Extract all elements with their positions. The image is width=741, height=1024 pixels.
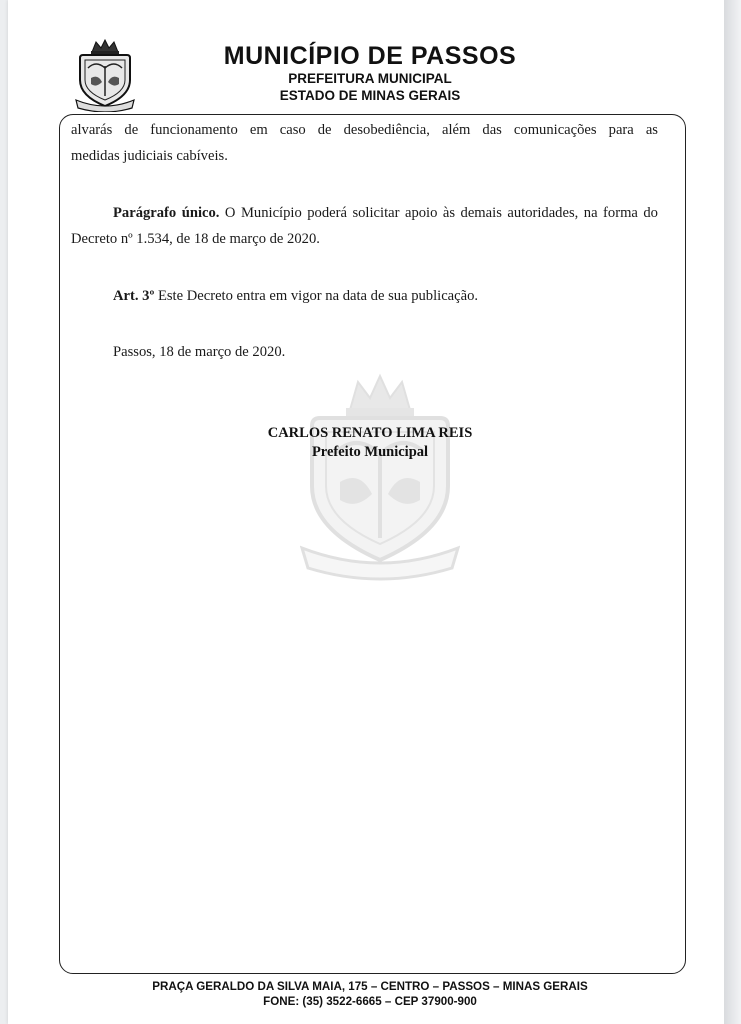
continuation-line: alvarás de funcionamento em caso de desobediência, além das comunicações para as (71, 122, 658, 138)
watermark-crest-icon (300, 370, 460, 588)
page-edge (724, 0, 741, 1024)
article-3-text: Este Decreto entra em vigor na data de sua publicação. (154, 288, 479, 304)
footer-contact: FONE: (35) 3522-6665 – CEP 37900-900 (263, 995, 477, 1008)
paragrafo-unico-label: Parágrafo único. (113, 205, 220, 221)
coat-of-arms-icon (74, 38, 136, 112)
continuation-line: medidas judiciais cabíveis. (71, 148, 228, 164)
document-footer (80, 979, 660, 1009)
continuation-paragraph (71, 117, 658, 169)
prefecture-subtitle: PREFEITURA MUNICIPAL (288, 71, 452, 86)
date-line: Passos, 18 de março de 2020. (113, 344, 286, 360)
signatory-name: CARLOS RENATO LIMA REIS (267, 425, 473, 441)
article-3 (71, 283, 658, 309)
municipality-title: MUNICÍPIO DE PASSOS (223, 42, 517, 70)
signature-block (160, 424, 580, 462)
footer-address: PRAÇA GERALDO DA SILVA MAIA, 175 – CENTRO – PASSOS – MINAS GERAIS (152, 980, 588, 993)
paragrafo-unico (71, 200, 658, 252)
document-header (190, 42, 550, 104)
article-3-label: Art. 3º (113, 288, 155, 304)
signatory-role: Prefeito Municipal (311, 444, 429, 460)
state-subtitle: ESTADO DE MINAS GERAIS (279, 88, 461, 103)
paragrafo-unico-text: O Município poderá solicitar apoio às demais autoridades, na forma do Decreto nº 1.534, de 18 de março de 2020. (71, 205, 658, 247)
